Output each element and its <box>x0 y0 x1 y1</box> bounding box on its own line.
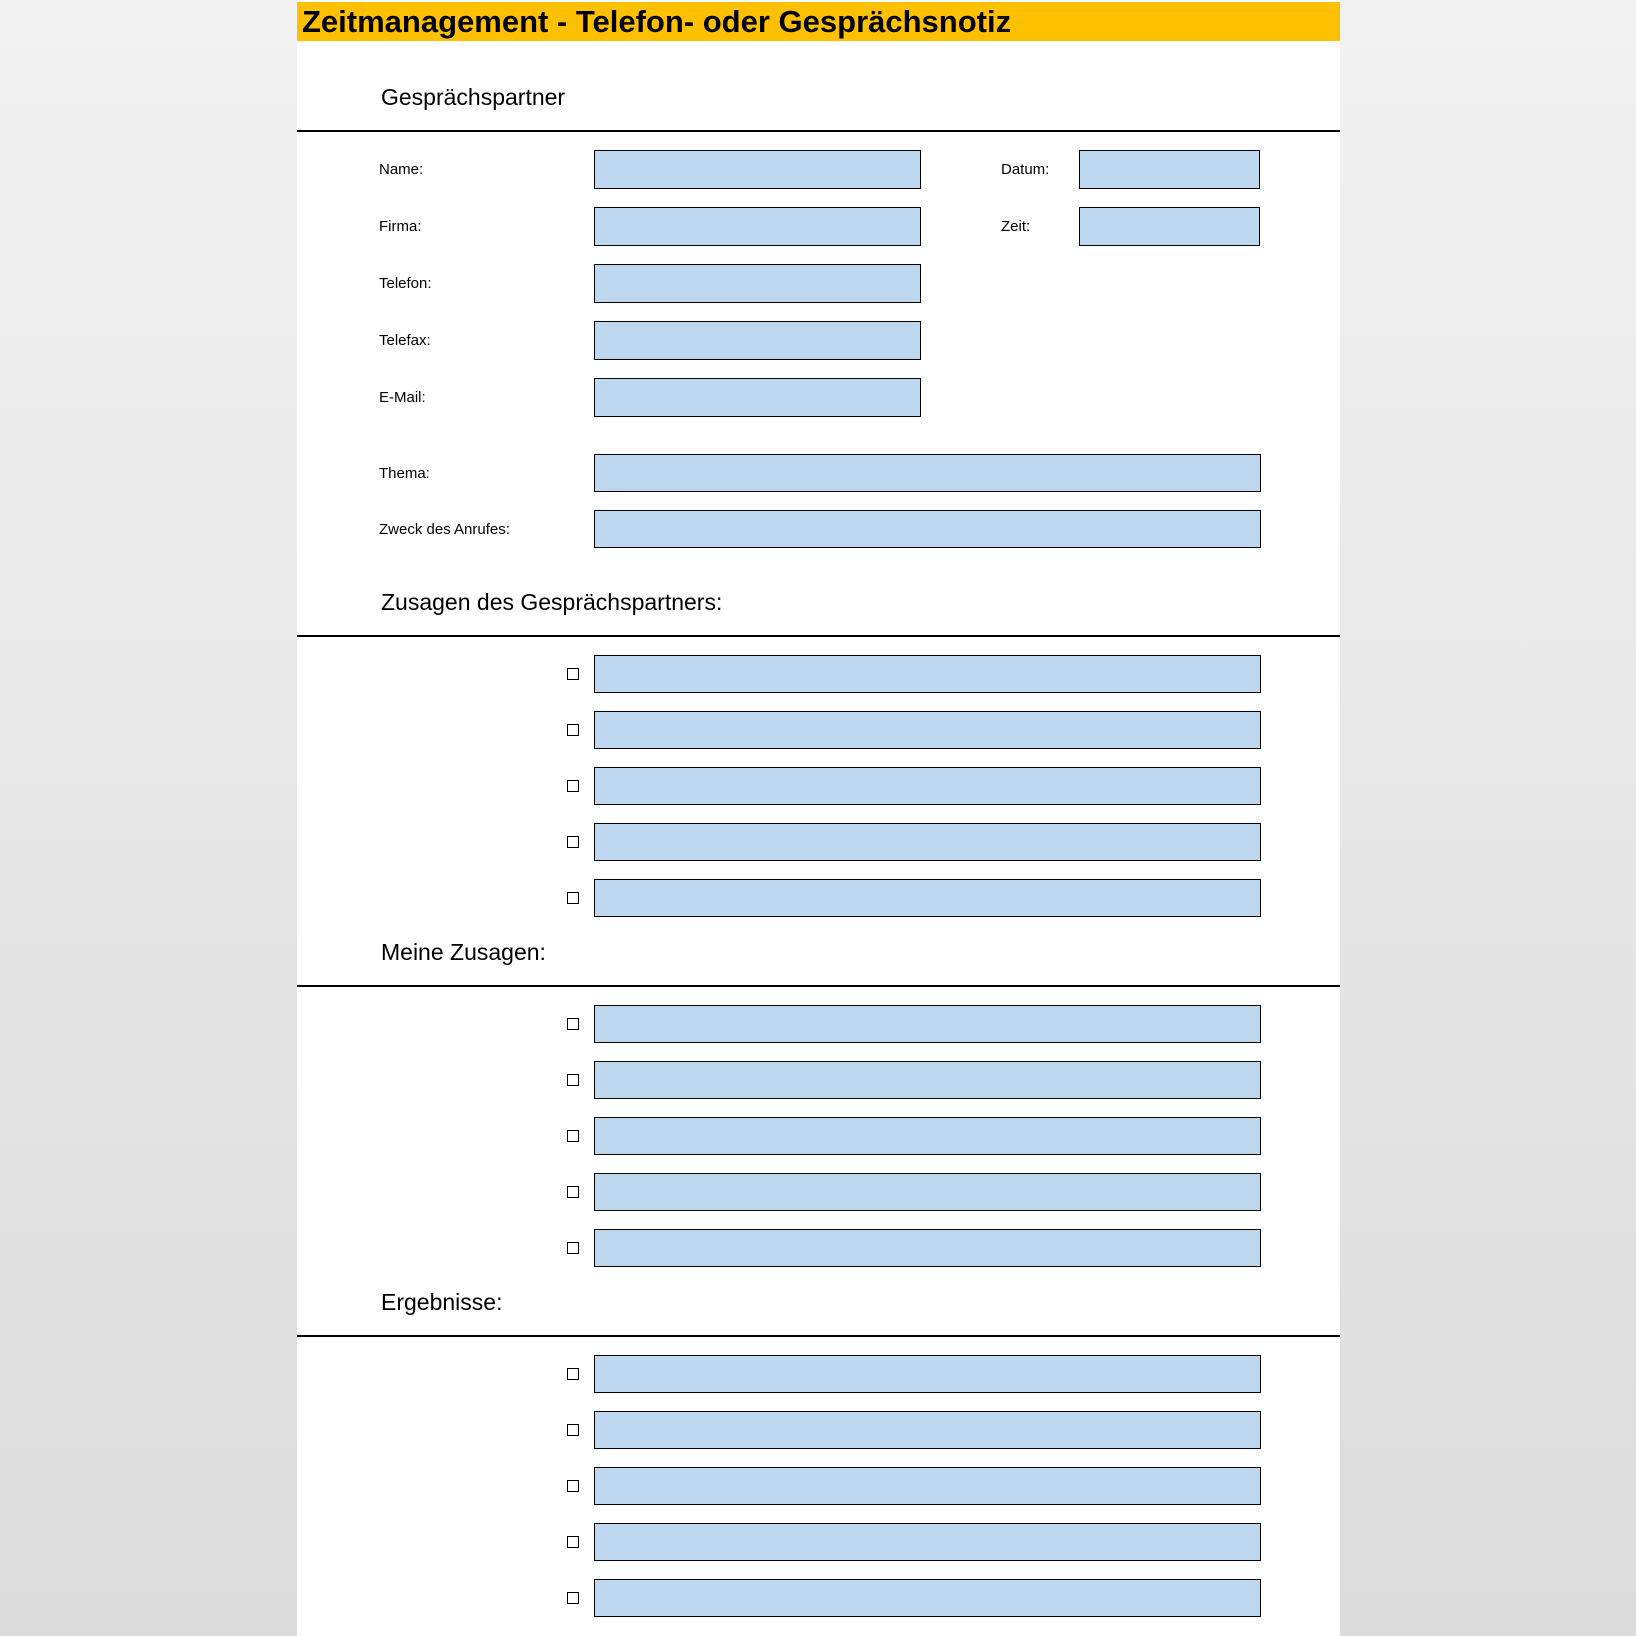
telefon-input[interactable] <box>594 264 921 303</box>
thema-input[interactable] <box>594 454 1261 492</box>
checklist-item-input[interactable] <box>594 1579 1261 1617</box>
name-input[interactable] <box>594 150 921 189</box>
checklist-item-input[interactable] <box>594 1117 1261 1155</box>
firma-input[interactable] <box>594 207 921 246</box>
email-input[interactable] <box>594 378 921 417</box>
section-divider <box>297 1335 1340 1337</box>
checkbox[interactable] <box>567 1424 579 1436</box>
checkbox[interactable] <box>567 724 579 736</box>
telefon-label: Telefon: <box>379 275 432 292</box>
zeit-label: Zeit: <box>1001 218 1031 235</box>
checkbox[interactable] <box>567 1186 579 1198</box>
section-title: Meine Zusagen: <box>381 939 546 965</box>
thema-label: Thema: <box>379 465 430 482</box>
checkbox[interactable] <box>567 1536 579 1548</box>
section-divider <box>297 130 1340 132</box>
page-title: Zeitmanagement - Telefon- oder Gesprächsnotiz <box>302 4 1012 39</box>
section-divider <box>297 635 1340 637</box>
section-title-gespraechspartner: Gesprächspartner <box>381 84 566 110</box>
checkbox[interactable] <box>567 668 579 680</box>
checklist-item-input[interactable] <box>594 823 1261 861</box>
section-title: Zusagen des Gesprächspartners: <box>381 589 723 615</box>
checklist-item-input[interactable] <box>594 655 1261 693</box>
form-sheet <box>297 0 1340 1636</box>
checkbox[interactable] <box>567 1242 579 1254</box>
checkbox[interactable] <box>567 1592 579 1604</box>
checklist-item-input[interactable] <box>594 1467 1261 1505</box>
firma-label: Firma: <box>379 218 422 235</box>
checklist-item-input[interactable] <box>594 711 1261 749</box>
zweck-input[interactable] <box>594 510 1261 548</box>
checklist-item-input[interactable] <box>594 1411 1261 1449</box>
name-label: Name: <box>379 161 424 178</box>
checkbox[interactable] <box>567 892 579 904</box>
checkbox[interactable] <box>567 836 579 848</box>
email-label: E-Mail: <box>379 389 426 406</box>
section-divider <box>297 985 1340 987</box>
zweck-label: Zweck des Anrufes: <box>379 521 510 538</box>
checklist-item-input[interactable] <box>594 879 1261 917</box>
section-title: Ergebnisse: <box>381 1289 503 1315</box>
checklist-item-input[interactable] <box>594 1005 1261 1043</box>
checkbox[interactable] <box>567 1074 579 1086</box>
title-bar <box>297 2 1340 41</box>
zeit-input[interactable] <box>1079 207 1260 246</box>
telefax-label: Telefax: <box>379 332 431 349</box>
telefax-input[interactable] <box>594 321 921 360</box>
checkbox[interactable] <box>567 1368 579 1380</box>
datum-label: Datum: <box>1001 161 1050 178</box>
checklist-item-input[interactable] <box>594 1173 1261 1211</box>
datum-input[interactable] <box>1079 150 1260 189</box>
checkbox[interactable] <box>567 780 579 792</box>
checklist-item-input[interactable] <box>594 1061 1261 1099</box>
checkbox[interactable] <box>567 1130 579 1142</box>
checkbox[interactable] <box>567 1018 579 1030</box>
checklist-item-input[interactable] <box>594 767 1261 805</box>
checklist-item-input[interactable] <box>594 1229 1261 1267</box>
checklist-item-input[interactable] <box>594 1355 1261 1393</box>
checkbox[interactable] <box>567 1480 579 1492</box>
checklist-item-input[interactable] <box>594 1523 1261 1561</box>
